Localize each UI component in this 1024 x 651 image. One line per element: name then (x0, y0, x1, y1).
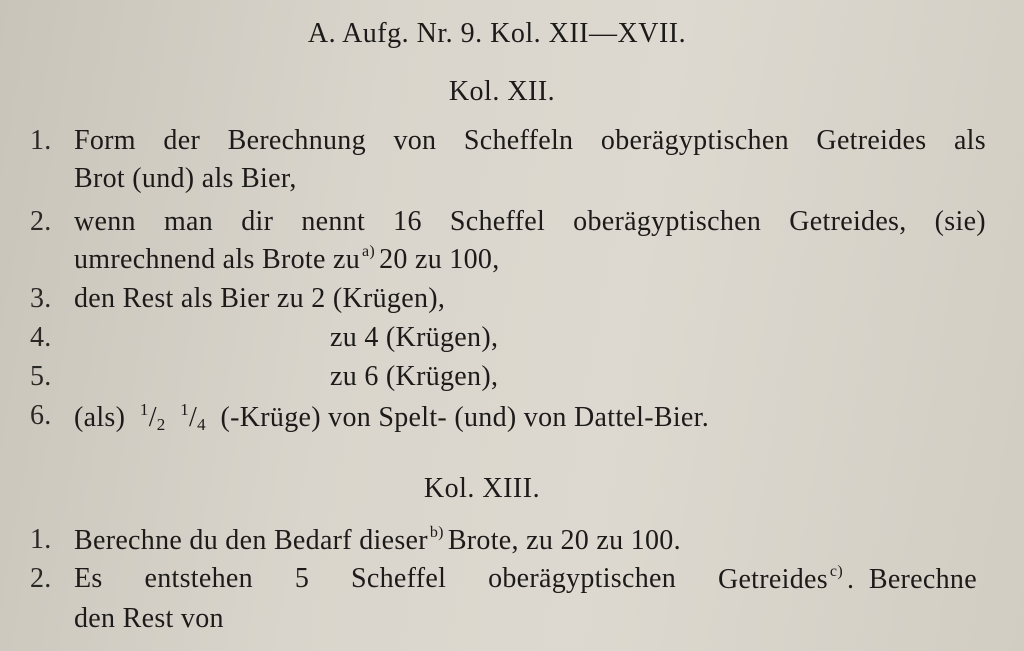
line-text: (als) $^1/_2$ $^1/_4$ (-Krüge) von Spelt- (und) von Dattel-Bier. (74, 400, 710, 434)
line-text: den Rest als Bier zu 2 (Krügen), (74, 283, 446, 314)
line-number: 6. (30, 400, 52, 431)
fraction-quarter: $^1/_4$ (180, 400, 206, 434)
line-number: 3. (30, 283, 52, 314)
section-heading-kol-xiii: Kol. XIII. (423, 473, 541, 504)
line-number: 1. (30, 524, 52, 555)
line-number: 5. (30, 361, 52, 392)
line-number: 2. (30, 206, 52, 237)
line-number: 2. (30, 563, 52, 594)
line-text: Form der Berechnung von Scheffeln oberägyptischen Getreides als (74, 125, 986, 156)
line-text: zu 4 (Krügen), (330, 322, 499, 353)
line-number: 1. (30, 125, 52, 156)
footnote-marker: c) (829, 563, 843, 580)
page-title: A. Aufg. Nr. 9. Kol. XII—XVII. (307, 18, 687, 49)
line-number: 4. (30, 322, 52, 353)
line-text: Brot (und) als Bier, (74, 163, 297, 194)
line-text: wenn man dir nennt 16 Scheffel oberägyptischen Getreides, (sie) (74, 206, 986, 237)
line-text: Berechne du den Bedarf dieser $^{b)}$ Brote, zu 20 zu 100. (74, 524, 681, 556)
line-text: umrechnend als Brote zu $^{a)}$ 20 zu 100, (74, 243, 500, 275)
line-text: Es entstehen 5 Scheffel oberägyptischen Getreides $^{c)}$ . Berechne (74, 563, 977, 595)
line-text: zu 6 (Krügen), (330, 361, 499, 392)
line-text: den Rest von (74, 603, 224, 634)
fraction-half: $^1/_2$ (139, 400, 166, 434)
footnote-marker: a) (362, 243, 376, 260)
section-heading-kol-xii: Kol. XII. (448, 76, 556, 107)
footnote-marker: b) (429, 524, 444, 541)
